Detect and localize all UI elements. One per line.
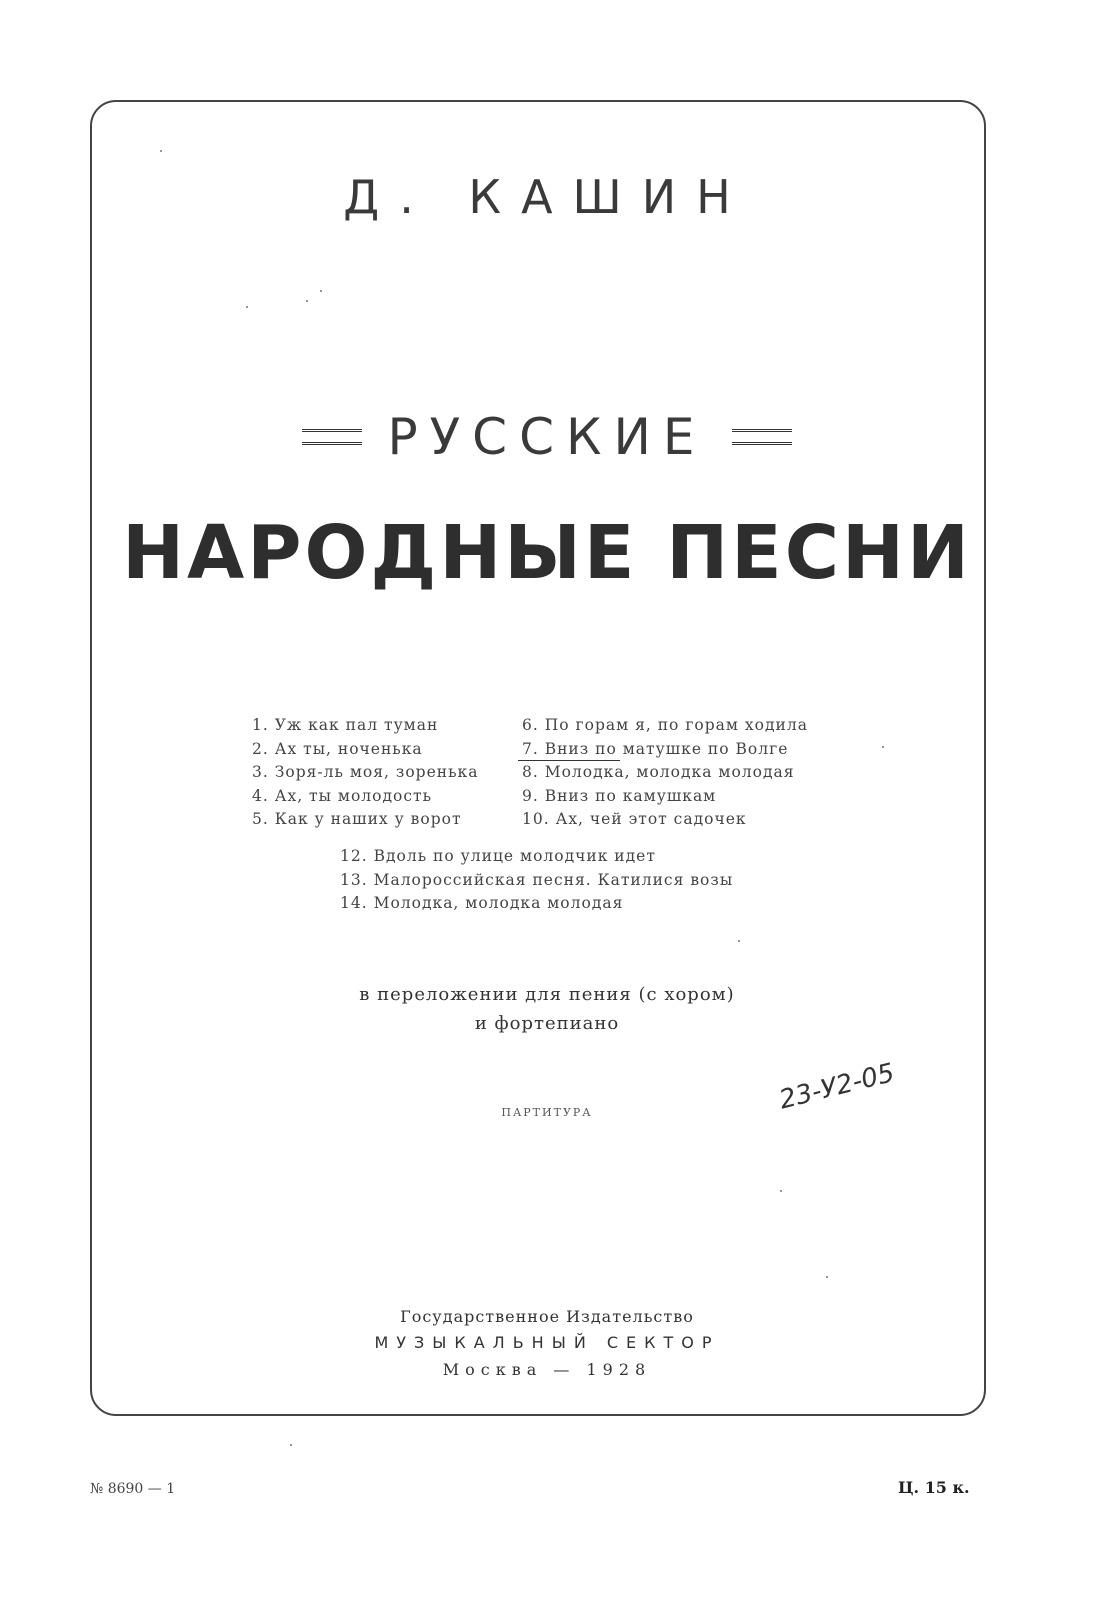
score-label: ПАРТИТУРА — [501, 1106, 593, 1119]
title-line-1 — [0, 408, 1094, 466]
scan-speck — [780, 1190, 782, 1192]
scan-speck — [882, 746, 884, 748]
song-item: 7. Вниз по матушке по Волге — [522, 739, 789, 758]
publisher-line-2: МУЗЫКАЛЬНЫЙ СЕКТОР — [374, 1333, 720, 1352]
publisher-line-1: Государственное Издательство — [400, 1307, 694, 1326]
author-name: Д. КАШИН — [343, 170, 751, 224]
scan-speck — [160, 150, 162, 152]
right-ornament-dash — [732, 429, 792, 445]
song-item: 6. По горам я, по горам ходила — [522, 716, 808, 734]
song-list-column-2 — [522, 714, 808, 832]
pencil-underline-mark — [518, 760, 620, 761]
scan-speck — [826, 1276, 828, 1278]
song-item: 12. Вдоль по улице молодчик идет — [340, 847, 656, 865]
song-item: 2. Ах ты, ноченька — [252, 739, 423, 758]
song-item: 5. Как у наших у ворот — [252, 810, 462, 828]
song-item: 8. Молодка, молодка молодая — [522, 763, 795, 781]
scan-speck — [246, 306, 248, 308]
arrangement-line-2: и фортепиано — [474, 1013, 620, 1034]
song-list-column-1 — [252, 714, 478, 832]
title-russkie: РУССКИЕ — [387, 408, 707, 466]
song-item: 4. Ах, ты молодость — [252, 786, 433, 805]
arrangement-line-1: в переложении для пения (с хором) — [359, 984, 735, 1005]
handwritten-inventory-note: 23-У2-05 — [776, 1058, 898, 1116]
song-item: 10. Ах, чей этот садочек — [522, 810, 747, 828]
left-ornament-dash — [302, 429, 362, 445]
song-item: 14. Молодка, молодка молодая — [340, 894, 624, 912]
scan-speck — [290, 1444, 292, 1446]
song-item: 1. Уж как пал туман — [252, 716, 439, 734]
price-label: Ц. 15 к. — [898, 1478, 970, 1497]
song-item: 13. Малороссийская песня. Катилися возы — [340, 870, 734, 889]
title-main: НАРОДНЫЕ ПЕСНИ — [122, 510, 972, 596]
song-list-column-3 — [340, 845, 733, 916]
publisher-line-3: Москва — 1928 — [442, 1360, 652, 1379]
catalog-number: № 8690 — 1 — [90, 1481, 176, 1497]
song-item: 9. Вниз по камушкам — [522, 786, 717, 805]
song-item: 3. Зоря-ль моя, зоренька — [252, 763, 479, 781]
scan-speck — [320, 290, 322, 292]
scan-speck — [738, 940, 740, 942]
scan-speck — [306, 300, 308, 302]
